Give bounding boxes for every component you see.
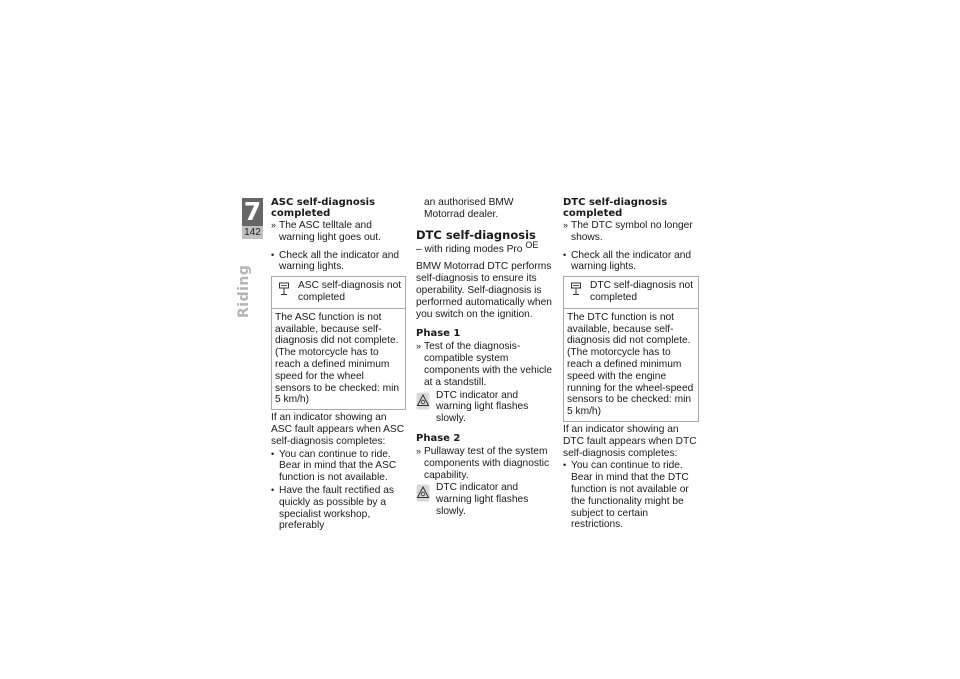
bullet-icon: • xyxy=(563,460,567,471)
check-text: Check all the indicator and warning lights. xyxy=(279,249,400,273)
bullet-item xyxy=(271,250,406,274)
result-item xyxy=(416,341,552,388)
bullet-item xyxy=(563,250,699,274)
bullet-icon: • xyxy=(271,448,275,459)
result-item xyxy=(271,220,406,244)
dtc-completed-heading: DTC self-diagnosis completed xyxy=(563,197,668,219)
note-box-body: The DTC function is not available, because self-diagnosis did not complete. (The motorcycle has to reach a defined minimum speed with the engine running for the wheel-speed sensors to be checked: min 5 km/h) xyxy=(567,311,694,418)
result-text: The DTC symbol no longer shows. xyxy=(571,220,693,243)
result-item xyxy=(563,220,699,244)
arrow-result-icon: » xyxy=(416,445,422,456)
phase-2-indicator-text: DTC indicator and warning light flashes slowly. xyxy=(436,482,529,517)
note-box-head xyxy=(564,277,698,309)
column-3 xyxy=(563,197,699,532)
asc-completed-heading: ASC self-diagnosis completed xyxy=(271,197,376,219)
note-box-head xyxy=(272,277,405,309)
note-box-title: DTC self-diagnosis not completed xyxy=(590,280,694,303)
page-number: 142 xyxy=(242,226,263,239)
bullet-item xyxy=(563,460,699,531)
riding-modes-text: with riding modes Pro xyxy=(424,243,523,255)
continuation-text: an authorised BMW Motorrad dealer. xyxy=(424,197,514,220)
indicator-display-icon xyxy=(570,282,584,304)
riding-modes-sup: OE xyxy=(525,239,539,250)
fault-paragraph: If an indicator showing an DTC fault appears when DTC self-diagnosis completes: xyxy=(563,423,697,459)
arrow-result-icon: » xyxy=(563,220,569,230)
dtc-heading: DTC self-diagnosis xyxy=(416,227,536,242)
warning-triangle-icon xyxy=(416,484,430,517)
bullet-text: You can continue to ride. Bear in mind that the DTC function is not available or the functionality might be subject to certain restrictions. xyxy=(571,460,689,531)
dtc-note-box xyxy=(563,276,699,422)
bullet-text: Have the fault rectified as quickly as possible by a specialist workshop, preferably xyxy=(279,484,394,532)
check-text: Check all the indicator and warning lights. xyxy=(571,249,692,273)
bullet-icon: • xyxy=(563,249,567,260)
bullet-text: You can continue to ride. Bear in mind that the ASC function is not available. xyxy=(279,448,397,484)
arrow-result-icon: » xyxy=(416,341,422,352)
bullet-icon: • xyxy=(271,249,275,260)
dash-icon: – xyxy=(416,243,422,255)
phase-2-indicator xyxy=(416,482,552,517)
arrow-result-icon: » xyxy=(271,220,277,230)
note-box-title: ASC self-diagnosis not completed xyxy=(298,280,402,303)
chapter-number: 7 xyxy=(243,197,262,226)
phase-1-title: Phase 1 xyxy=(416,328,461,340)
riding-modes-line xyxy=(416,239,552,256)
phase-1-step: Test of the diagnosis-compatible system components with the vehicle at a standstill. xyxy=(424,341,552,388)
warning-triangle-icon xyxy=(416,392,430,425)
phase-2-step: Pullaway test of the system components with diagnostic capability. xyxy=(424,445,550,481)
bullet-item xyxy=(271,485,406,532)
column-2 xyxy=(416,197,552,522)
indicator-display-icon xyxy=(278,282,292,304)
fault-paragraph: If an indicator showing an ASC fault appears when ASC self-diagnosis completes: xyxy=(271,412,405,447)
phase-2-title: Phase 2 xyxy=(416,432,461,444)
result-text: The ASC telltale and warning light goes out. xyxy=(279,220,381,243)
dtc-intro: BMW Motorrad DTC performs self-diagnosis to ensure its operability. Self-diagnosis is performed automatically when you switch on the ignition. xyxy=(416,261,552,320)
bullet-item xyxy=(271,449,406,484)
note-box-body: The ASC function is not available, because self-diagnosis did not complete. (The motorcycle has to reach a defined minimum speed for the wheel sensors to be checked: min 5 km/h) xyxy=(275,311,400,406)
phase-1-indicator-text: DTC indicator and warning light flashes slowly. xyxy=(436,389,529,425)
bullet-icon: • xyxy=(271,484,275,495)
column-1 xyxy=(271,197,406,533)
phase-1-indicator xyxy=(416,390,552,425)
result-item xyxy=(416,446,552,481)
asc-note-box xyxy=(271,276,406,410)
chapter-title: Riding xyxy=(236,264,252,318)
